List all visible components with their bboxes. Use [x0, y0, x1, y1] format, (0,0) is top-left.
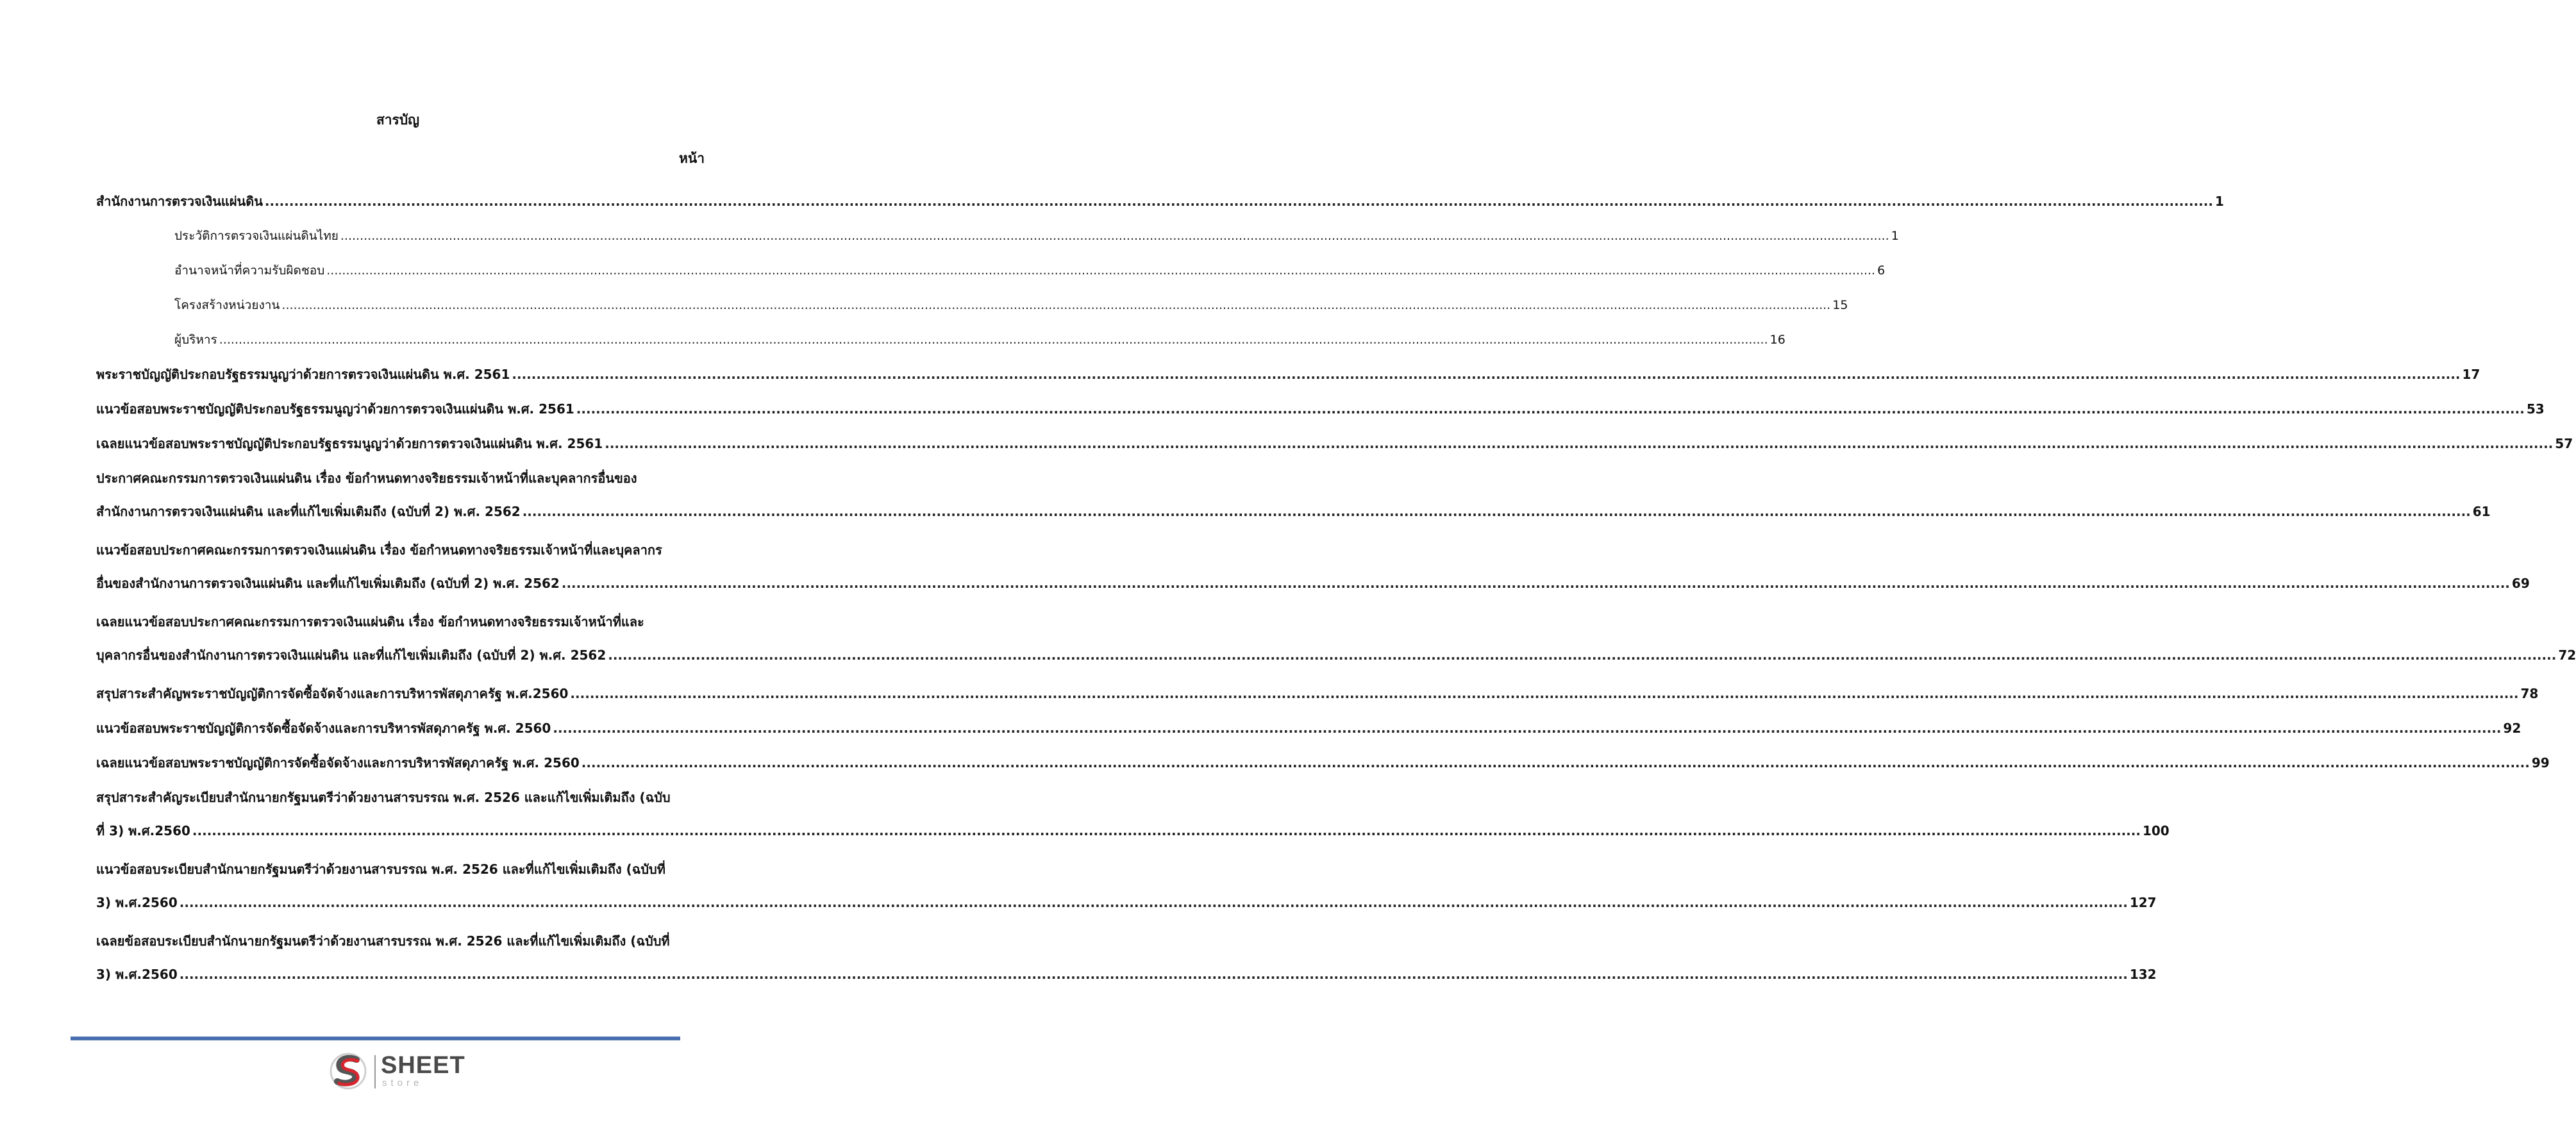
toc-entry-title-line: เฉลยแนวข้อสอบประกาศคณะกรรมการตรวจเงินแผ่นดิน เรื่อง ข้อกำหนดทางจริยธรรมเจ้าหน้าที่และ: [96, 614, 644, 629]
toc-page-number: 61: [2472, 504, 2491, 519]
toc-entry[interactable]: [96, 462, 2491, 528]
s-logo-icon: [327, 1050, 369, 1092]
toc-entry[interactable]: [96, 781, 2170, 847]
dot-leader: ................................................................................................................................................................................................................................................................................................................................................................................................................: [576, 401, 2525, 417]
toc-entry-title-line: เฉลยข้อสอบระเบียบสำนักนายกรัฐมนตรีว่าด้วยงานสารบรรณ พ.ศ. 2526 และที่แก้ไขเพิ่มเติมถึง (ฉบับที่: [96, 933, 670, 949]
toc-entry-row: [96, 886, 2157, 919]
brand-separator: [374, 1055, 376, 1088]
dot-leader: ................................................................................................................................................................................................................................................................................................................................................................................................................: [179, 895, 2128, 910]
toc-entry-row: [174, 288, 1848, 322]
toc-entry-row: [174, 219, 1899, 253]
toc-entry[interactable]: [96, 605, 2576, 672]
toc-entry[interactable]: [96, 677, 2539, 710]
dot-leader: ................................................................................................................................................................................................................................................................................................................................................................................................................: [605, 436, 2554, 451]
toc-entry-row: [96, 427, 2573, 460]
dot-leader: ................................................................................................................................................................................................................................................................................................................................................................................................................: [522, 504, 2471, 519]
toc-entry[interactable]: [96, 746, 2550, 779]
toc-entry-title-line: สำนักงานการตรวจเงินแผ่นดิน: [96, 194, 263, 209]
toc-page-number: 69: [2511, 576, 2530, 591]
toc-entry-title-line: พระราชบัญญัติประกอบรัฐธรรมนูญว่าด้วยการตรวจเงินแผ่นดิน พ.ศ. 2561: [96, 367, 510, 382]
toc-entry-row: [96, 495, 2491, 528]
toc-entry-title-line: อำนาจหน้าที่ความรับผิดชอบ: [174, 263, 325, 278]
toc-entry-title-line: สรุปสาระสำคัญระเบียบสำนักนายกรัฐมนตรีว่าด้วยงานสารบรรณ พ.ศ. 2526 และแก้ไขเพิ่มเติมถึง (ฉบับ: [96, 790, 671, 805]
toc-entry-title-line: บุคลากรอื่นของสำนักงานการตรวจเงินแผ่นดิน และที่แก้ไขเพิ่มเติมถึง (ฉบับที่ 2) พ.ศ. 2562: [96, 647, 606, 663]
toc-page-number: 1: [2214, 194, 2224, 209]
dot-leader: ................................................................................................................................................................................................................................................................................................................................................................................................................: [570, 686, 2519, 701]
toc-entry[interactable]: [174, 254, 1886, 287]
toc-page-number: 17: [2462, 367, 2480, 382]
toc-entry-row: [96, 814, 2170, 847]
dot-leader: ................................................................................................................................................................................................................................................................................................................................................................................................................: [179, 967, 2128, 982]
toc-page-number: 127: [2129, 895, 2157, 910]
toc-entry-title-line: เฉลยแนวข้อสอบพระราชบัญญัติประกอบรัฐธรรมนูญว่าด้วยการตรวจเงินแผ่นดิน พ.ศ. 2561: [96, 436, 603, 451]
brand-logo: [327, 1050, 481, 1096]
toc-entry-row: [174, 323, 1786, 356]
toc-entry[interactable]: [96, 185, 2224, 218]
toc-entry[interactable]: [174, 323, 1786, 356]
toc-entry-title-line: ประกาศคณะกรรมการตรวจเงินแผ่นดิน เรื่อง ข้อกำหนดทางจริยธรรมเจ้าหน้าที่และบุคลากรอื่นของ: [96, 471, 637, 486]
toc-page-number: 72: [2558, 647, 2576, 663]
dot-leader: ................................................................................................................................................................................................................................................................................................................................................................................................................: [264, 194, 2213, 209]
dot-leader: ................................................................................................................................................................................................................................................................................................................................................................................................................: [281, 298, 1831, 312]
toc-page-number: 100: [2142, 823, 2170, 838]
dot-leader: ................................................................................................................................................................................................................................................................................................................................................................................................................: [340, 229, 1889, 243]
toc-entry-title-line: โครงสร้างหน่วยงาน: [174, 298, 280, 312]
dot-leader: ................................................................................................................................................................................................................................................................................................................................................................................................................: [553, 721, 2502, 736]
toc-entry-title-line: เฉลยแนวข้อสอบพระราชบัญญัติการจัดซื้อจัดจ้างและการบริหารพัสดุภาครัฐ พ.ศ. 2560: [96, 755, 580, 771]
dot-leader: ................................................................................................................................................................................................................................................................................................................................................................................................................: [192, 823, 2141, 838]
toc-page-number: 78: [2520, 686, 2539, 701]
toc-entry[interactable]: [96, 392, 2545, 426]
toc-page-number: 92: [2503, 721, 2522, 736]
toc-entry-title-line: แนวข้อสอบพระราชบัญญัติการจัดซื้อจัดจ้างและการบริหารพัสดุภาครัฐ พ.ศ. 2560: [96, 721, 551, 736]
toc-entry[interactable]: [96, 924, 2157, 991]
toc-entry[interactable]: [96, 853, 2157, 919]
toc-entry[interactable]: [174, 219, 1899, 253]
toc-entry-title-line: ที่ 3) พ.ศ.2560: [96, 823, 190, 838]
toc-entry-row: [96, 712, 2522, 745]
toc-entry-row: [96, 958, 2157, 991]
footer-divider: [71, 1037, 680, 1040]
toc-entry-title-line: แนวข้อสอบพระราชบัญญัติประกอบรัฐธรรมนูญว่าด้วยการตรวจเงินแผ่นดิน พ.ศ. 2561: [96, 401, 574, 417]
toc-entry-row: [96, 638, 2576, 672]
toc-entry-row: [96, 358, 2480, 391]
toc-page-number: 132: [2129, 967, 2157, 982]
toc-entry-row: [96, 392, 2545, 426]
dot-leader: ................................................................................................................................................................................................................................................................................................................................................................................................................: [608, 647, 2557, 663]
toc-entry-row: [96, 677, 2539, 710]
dot-leader: ................................................................................................................................................................................................................................................................................................................................................................................................................: [581, 755, 2530, 771]
brand-subtitle: store: [382, 1078, 423, 1088]
toc-page-number: 15: [1832, 298, 1848, 312]
toc-page-number: 57: [2555, 436, 2573, 451]
page-title: สารบัญ: [376, 112, 420, 128]
page-column-label: หน้า: [679, 151, 705, 166]
toc-entry[interactable]: [96, 533, 2530, 600]
toc-entry-row: [96, 746, 2550, 779]
dot-leader: ................................................................................................................................................................................................................................................................................................................................................................................................................: [512, 367, 2461, 382]
toc-entry-title-line: แนวข้อสอบระเบียบสำนักนายกรัฐมนตรีว่าด้วยงานสารบรรณ พ.ศ. 2526 และที่แก้ไขเพิ่มเติมถึง (ฉบับที่: [96, 862, 665, 877]
brand-wordmark: SHEET: [381, 1052, 465, 1079]
toc-entry-title-line: แนวข้อสอบประกาศคณะกรรมการตรวจเงินแผ่นดิน เรื่อง ข้อกำหนดทางจริยธรรมเจ้าหน้าที่และบุคลากร: [96, 542, 662, 558]
toc-entry[interactable]: [174, 288, 1848, 322]
toc-entry-title-line: สรุปสาระสำคัญพระราชบัญญัติการจัดซื้อจัดจ้างและการบริหารพัสดุภาครัฐ พ.ศ.2560: [96, 686, 569, 701]
toc-page-number: 1: [1891, 229, 1899, 243]
toc-page-number: 53: [2526, 401, 2545, 417]
toc-entry[interactable]: [96, 427, 2573, 460]
toc-entry-title-line: สำนักงานการตรวจเงินแผ่นดิน และที่แก้ไขเพิ่มเติมถึง (ฉบับที่ 2) พ.ศ. 2562: [96, 504, 521, 519]
toc-entry[interactable]: [96, 358, 2480, 391]
toc-entry-title-line: อื่นของสำนักงานการตรวจเงินแผ่นดิน และที่แก้ไขเพิ่มเติมถึง (ฉบับที่ 2) พ.ศ. 2562: [96, 576, 560, 591]
toc-entry-row: [96, 185, 2224, 218]
toc-entry[interactable]: [96, 712, 2522, 745]
toc-entry-title-line: ผู้บริหาร: [174, 333, 217, 347]
dot-leader: ................................................................................................................................................................................................................................................................................................................................................................................................................: [219, 333, 1768, 347]
toc-entry-title-line: 3) พ.ศ.2560: [96, 895, 178, 910]
toc-entry-title-line: 3) พ.ศ.2560: [96, 967, 178, 982]
toc-page-number: 6: [1877, 263, 1886, 278]
toc-entry-row: [96, 567, 2530, 600]
dot-leader: ................................................................................................................................................................................................................................................................................................................................................................................................................: [326, 263, 1876, 278]
dot-leader: ................................................................................................................................................................................................................................................................................................................................................................................................................: [561, 576, 2510, 591]
toc-entry-row: [174, 254, 1886, 287]
toc-entry-title-line: ประวัติการตรวจเงินแผ่นดินไทย: [174, 229, 339, 243]
toc-page-number: 99: [2531, 755, 2550, 771]
toc-page-number: 16: [1769, 333, 1786, 347]
